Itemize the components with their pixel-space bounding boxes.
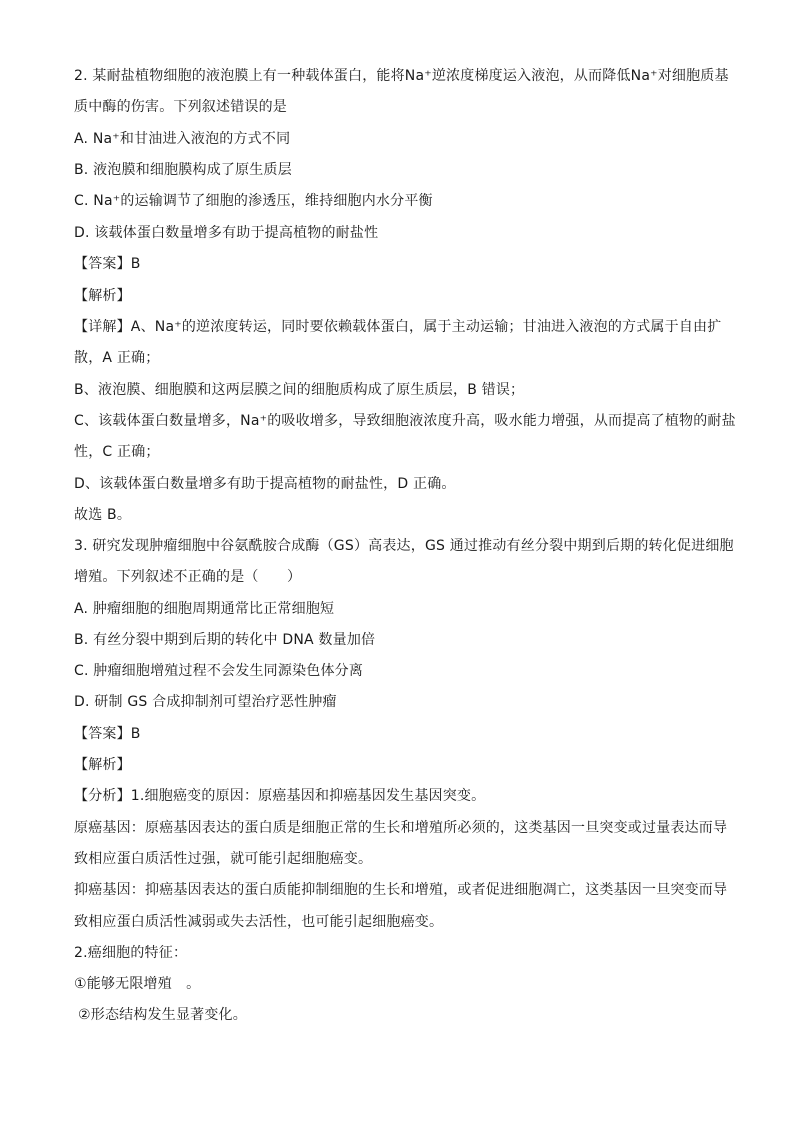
q3-option-c: C. 肿瘤细胞增殖过程不会发生同源染色体分离 <box>74 663 364 679</box>
q2-analysis-label: 【解析】 <box>74 288 131 304</box>
q3-feature-1: ①能够无限增殖 。 <box>74 976 201 992</box>
q3-analysis-label: 【解析】 <box>74 757 131 773</box>
q3-analysis-line-1: 【分析】1.细胞癌变的原因：原癌基因和抑癌基因发生基因突变。 <box>74 788 486 804</box>
q3-feature-2: ②形态结构发生显著变化。 <box>78 1007 247 1023</box>
q2-stem-line-2: 质中酶的伤害。下列叙述错误的是 <box>74 99 287 115</box>
q2-detail-line-5: 性，C 正确； <box>74 444 160 460</box>
q3-stem-line-2: 增殖。下列叙述不正确的是（ ） <box>74 569 302 585</box>
q3-answer: 【答案】B <box>74 726 141 742</box>
q2-detail-line-2: 散，A 正确； <box>74 350 160 366</box>
q3-analysis-line-5: 致相应蛋白质活性减弱或失去活性，也可能引起细胞癌变。 <box>74 914 444 930</box>
q2-option-c: C. Na⁺的运输调节了细胞的渗透压，维持细胞内水分平衡 <box>74 193 433 209</box>
q2-detail-line-3: B、液泡膜、细胞膜和这两层膜之间的细胞质构成了原生质层，B 错误； <box>74 382 525 398</box>
q3-analysis-line-4: 抑癌基因：抑癌基因表达的蛋白质能抑制细胞的生长和增殖，或者促进细胞凋亡，这类基因一旦突变而导 <box>74 882 728 898</box>
q3-option-a: A. 肿瘤细胞的细胞周期通常比正常细胞短 <box>74 601 335 617</box>
q2-answer: 【答案】B <box>74 256 141 272</box>
q2-option-d: D. 该载体蛋白数量增多有助于提高植物的耐盐性 <box>74 225 379 241</box>
q2-option-a: A. Na⁺和甘油进入液泡的方式不同 <box>74 131 291 147</box>
q2-detail-line-4: C、该载体蛋白数量增多，Na⁺的吸收增多，导致细胞液浓度升高，吸水能力增强，从而提高了植物的耐盐 <box>74 413 736 429</box>
q3-analysis-line-2: 原癌基因：原癌基因表达的蛋白质是细胞正常的生长和增殖所必须的，这类基因一旦突变或过量表达而导 <box>74 820 728 836</box>
q3-analysis-line-3: 致相应蛋白质活性过强，就可能引起细胞癌变。 <box>74 851 373 867</box>
q2-detail-line-6: D、该载体蛋白数量增多有助于提高植物的耐盐性，D 正确。 <box>74 476 456 492</box>
q2-conclusion: 故选 B。 <box>74 507 132 523</box>
q3-analysis-line-6: 2.癌细胞的特征： <box>74 945 188 961</box>
q2-detail-line-1: 【详解】A、Na⁺的逆浓度转运，同时要依赖载体蛋白，属于主动运输；甘油进入液泡的方式属于自由扩 <box>74 319 722 335</box>
q2-stem-line-1: 2. 某耐盐植物细胞的液泡膜上有一种载体蛋白，能将Na⁺逆浓度梯度运入液泡，从而降低Na⁺对细胞质基 <box>74 68 729 84</box>
q3-option-d: D. 研制 GS 合成抑制剂可望治疗恶性肿瘤 <box>74 694 337 710</box>
q3-stem-line-1: 3. 研究发现肿瘤细胞中谷氨酰胺合成酶（GS）高表达，GS 通过推动有丝分裂中期到后期的转化促进细胞 <box>74 538 734 554</box>
q3-option-b: B. 有丝分裂中期到后期的转化中 DNA 数量加倍 <box>74 632 376 648</box>
q2-option-b: B. 液泡膜和细胞膜构成了原生质层 <box>74 162 292 178</box>
